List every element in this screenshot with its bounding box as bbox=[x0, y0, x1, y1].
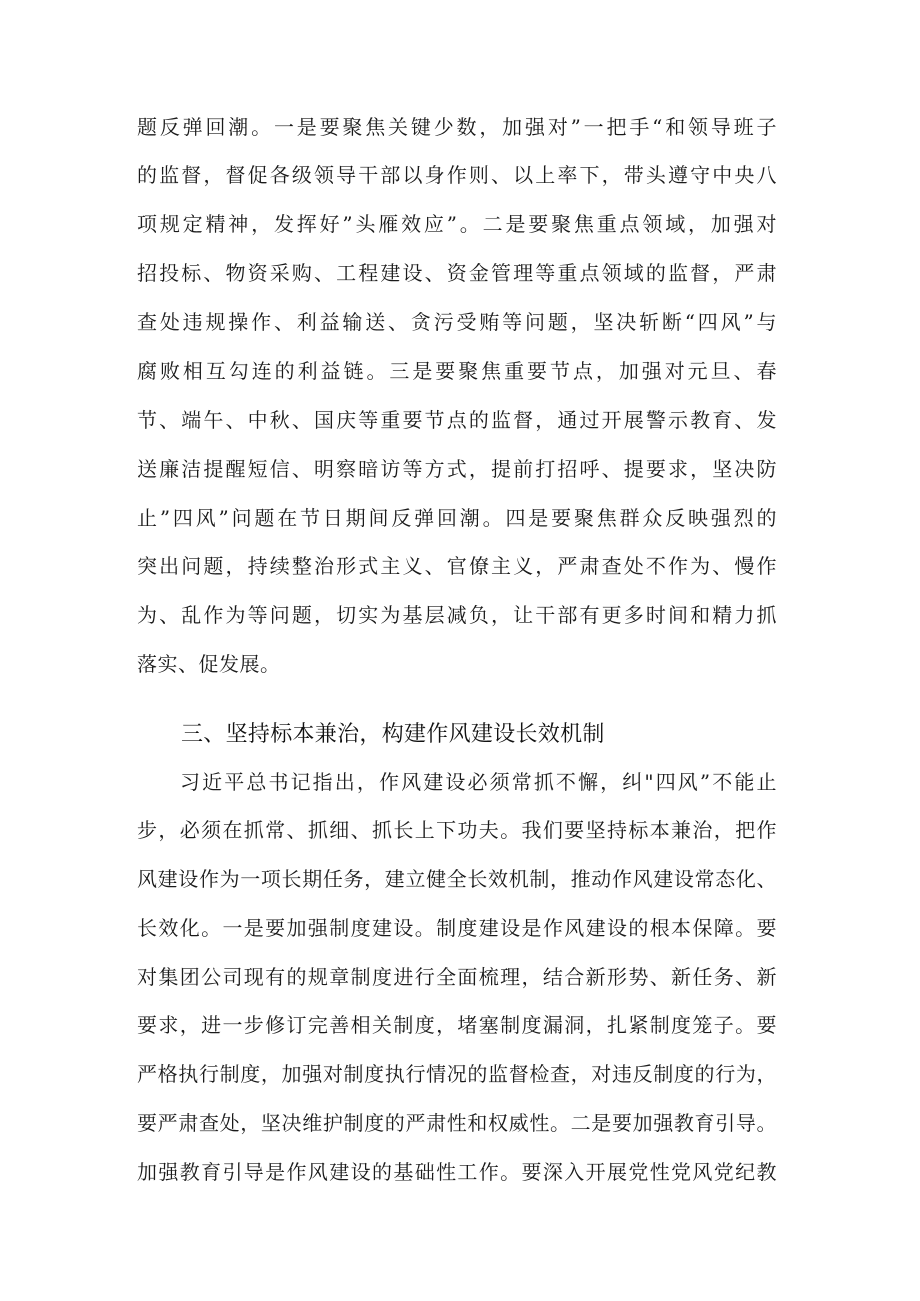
paragraph-line: 突出问题，持续整治形式主义、官僚主义，严肃查处不作为、慢作 bbox=[137, 554, 777, 578]
paragraph-line: 严格执行制度，加强对制度执行情况的监督检查，对违反制度的行为， bbox=[137, 1062, 777, 1086]
paragraph-line: 为、乱作为等问题，切实为基层减负，让干部有更多时间和精力抓 bbox=[137, 603, 777, 627]
paragraph-line: 腐败相互勾连的利益链。三是要聚焦重要节点，加强对元旦、春 bbox=[137, 359, 777, 383]
paragraph-line: 查处违规操作、利益输送、贪污受贿等问题，坚决斩断“四风”与 bbox=[137, 310, 777, 334]
paragraph-line: 节、端午、中秋、国庆等重要节点的监督，通过开展警示教育、发 bbox=[137, 408, 777, 432]
paragraph-line: 加强教育引导是作风建设的基础性工作。要深入开展党性党风党纪教 bbox=[137, 1160, 777, 1184]
paragraph-line: 要求，进一步修订完善相关制度，堵塞制度漏洞，扎紧制度笼子。要 bbox=[137, 1013, 777, 1037]
paragraph-line: 止”四风”问题在节日期间反弹回潮。四是要聚焦群众反映强烈的 bbox=[137, 506, 777, 530]
paragraph-line: 题反弹回潮。一是要聚焦关键少数，加强对”一把手“和领导班子 bbox=[137, 115, 777, 139]
paragraph-line: 对集团公司现有的规章制度进行全面梳理，结合新形势、新任务、新 bbox=[137, 965, 777, 989]
paragraph-line: 送廉洁提醒短信、明察暗访等方式，提前打招呼、提要求，坚决防 bbox=[137, 457, 777, 481]
paragraph-line: 项规定精神，发挥好”头雁效应”。二是要聚焦重点领域，加强对 bbox=[137, 212, 777, 236]
paragraph-line: 落实、促发展。 bbox=[137, 652, 281, 676]
paragraph-line: 习近平总书记指出，作风建设必须常抓不懈，纠"四风”不能止 bbox=[180, 770, 777, 794]
paragraph-line: 步，必须在抓常、抓细、抓长上下功夫。我们要坚持标本兼治，把作 bbox=[137, 818, 777, 842]
paragraph-line: 风建设作为一项长期任务，建立健全长效机制，推动作风建设常态化、 bbox=[137, 867, 777, 891]
paragraph-line: 的监督，督促各级领导干部以身作则、以上率下，带头遵守中央八 bbox=[137, 163, 777, 187]
paragraph-line: 长效化。一是要加强制度建设。制度建设是作风建设的根本保障。要 bbox=[137, 916, 777, 940]
paragraph-line: 招投标、物资采购、工程建设、资金管理等重点领域的监督，严肃 bbox=[137, 261, 777, 285]
paragraph-line: 要严肃查处，坚决维护制度的严肃性和权威性。二是要加强教育引导。 bbox=[137, 1111, 777, 1135]
section-heading: 三、坚持标本兼治，构建作风建设长效机制 bbox=[181, 722, 605, 747]
